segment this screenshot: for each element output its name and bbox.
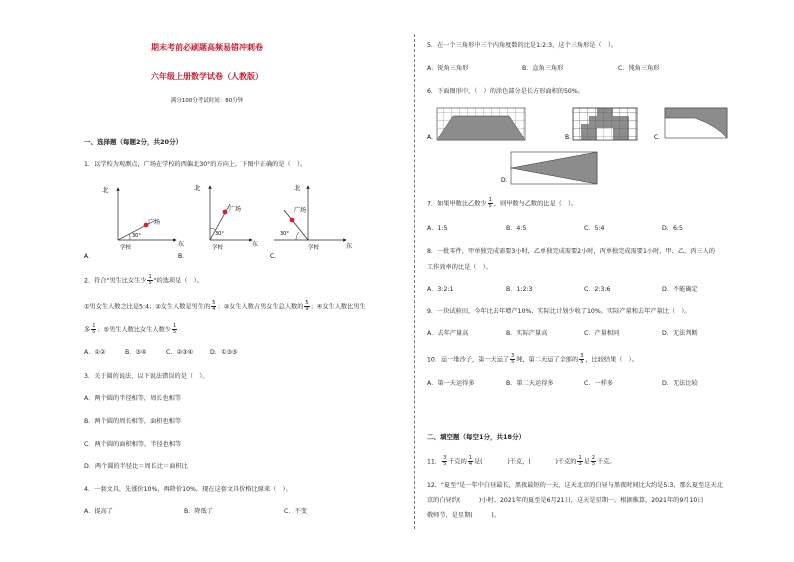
option-c-label: C． bbox=[654, 134, 665, 141]
east-label: 东 bbox=[252, 241, 259, 248]
exam-info: 满分100分考试时间：80分钟 bbox=[170, 98, 244, 104]
q9-option-a: A．去年产量高 bbox=[427, 330, 469, 337]
q10-option-c: C．一样多 bbox=[584, 380, 614, 387]
q8-option-d: D．不能确定 bbox=[662, 286, 698, 293]
option-b-label: B． bbox=[178, 253, 189, 260]
q5-option-b: B．直角三角形 bbox=[522, 65, 564, 72]
school-label: 学校 bbox=[212, 245, 224, 251]
q4-option-c: C．不变 bbox=[284, 508, 307, 515]
q3-option-a: A．两个圆的半径相等，周长也相等 bbox=[84, 395, 182, 402]
east-label: 东 bbox=[178, 241, 185, 248]
diagram-a bbox=[84, 185, 184, 260]
q4-option-b: B．降低了 bbox=[184, 508, 213, 515]
q6-figures bbox=[427, 104, 737, 186]
figure-b bbox=[565, 108, 637, 141]
q10-stem: 10．运一堆沙子，第一天运了 $\frac{3}{5}$ 吨，第二天运了全部的 $\frac{3}{5}$ ，比较结果（ ）。 bbox=[427, 353, 638, 365]
q10-option-b: B．第二天运得多 bbox=[506, 380, 554, 387]
q2-statements-line2: 多 $\frac{1}{5}$ ；⑤男生人数比女生人数少 $\frac{1}{5}$ bbox=[84, 323, 177, 335]
q7-stem: 7．如果甲数比乙数少 $\frac{1}{5}$ ，则甲数与乙数的比是（ ）。 bbox=[427, 197, 578, 209]
q12-line2: 京的白昼约( )小时。2021年的夏至是6月21日，这天是星期一。根据推算，2021年的9月10日 bbox=[427, 497, 704, 504]
section-1-title: 一、选择题（每题2分，共20分） bbox=[84, 138, 183, 146]
square-point bbox=[223, 210, 228, 215]
q5-stem: 5．在一个三角形中三个内角度数的比是1:2:3，这个三角形是（ ）。 bbox=[427, 42, 618, 49]
q8-stem-line2: 工作效率的比是（ ）。 bbox=[427, 264, 492, 271]
option-c-label: C． bbox=[270, 253, 281, 260]
q10-option-a: A．第一天运得多 bbox=[427, 380, 475, 387]
q9-option-c: C．产量相同 bbox=[584, 330, 620, 337]
diagram-c bbox=[270, 183, 352, 260]
q3-option-b: B．两个圆的周长相等，面积也相等 bbox=[84, 418, 182, 425]
angle-label: 30° bbox=[215, 231, 224, 237]
q1-stem: 1．以学校为观测点，广场在学校的西偏北30°的方向上，下图中正确的是（ ）。 bbox=[84, 161, 307, 168]
q12-line3: 敬师节，是星期( )。 bbox=[427, 512, 500, 519]
option-a-label: A． bbox=[427, 134, 438, 141]
option-b-label: B． bbox=[565, 134, 576, 141]
square-point bbox=[290, 218, 295, 223]
q2-option-b: B．③④ bbox=[125, 349, 147, 356]
q4-stem: 4．一套文具，先涨价10%，再降价10%，现在这套文具价格比原来（ ）。 bbox=[84, 486, 292, 493]
figure-c bbox=[654, 108, 727, 141]
square-label: 广场 bbox=[229, 206, 242, 213]
q9-option-b: B．实际产量高 bbox=[506, 330, 548, 337]
option-a-label: A． bbox=[84, 253, 95, 260]
east-label: 东 bbox=[346, 243, 353, 250]
q6-stem: 6．下面图形中，（ ）的涂色部分是长方形面积的50%。 bbox=[427, 88, 584, 95]
fraction: $\frac{1}{5}$ bbox=[148, 274, 152, 286]
q2-statements-line1: ①男女生人数之比是5:4；②女生人数是男生的 $\frac{5}{4}$ ；③女生人数占男女生总人数的 $\frac{5}{9}$ ；④女生人数比男生 bbox=[84, 300, 366, 312]
q2-option-a: A．①② bbox=[84, 349, 106, 356]
square-label: 广场 bbox=[294, 207, 307, 214]
exam-subtitle: 六年级上册数学试卷（人教版） bbox=[151, 72, 263, 81]
q8-stem-line1: 8．一批零件，甲单独完成需要3小时，乙单独完成需要2小时，丙单独完成需要1小时，甲、乙、丙三人的 bbox=[427, 248, 715, 255]
angle-label: 30° bbox=[280, 231, 289, 237]
q7-option-d: D．6:5 bbox=[662, 225, 683, 232]
q2-option-c: C．②③④ bbox=[166, 349, 194, 356]
q2-option-d: D．①③⑤ bbox=[210, 349, 238, 356]
q7-option-c: C．5:4 bbox=[584, 225, 605, 232]
north-label: 北 bbox=[194, 184, 201, 192]
q11-stem: 11． $\frac{3}{5}$ 千克的 $\frac{1}{4}$ 是( )千克，( )千克的 $\frac{1}{3}$ 是 $\frac{2}{5}$ 千克。 bbox=[427, 455, 616, 467]
q9-stem: 9．一块试验田，今年比去年增产10%，实际比计划少收了10%。实际产量和去年产量比（ ）。 bbox=[427, 308, 691, 315]
angle-label: 30° bbox=[132, 233, 141, 239]
q4-option-a: A．提高了 bbox=[84, 508, 113, 515]
q3-stem: 3．关于圆的说法，以下说法错误的是（ ）。 bbox=[84, 373, 209, 380]
north-label: 北 bbox=[102, 186, 109, 194]
q2-stem: 2．符合"男生比女生少 $\frac{1}{5}$ "的选项是（ ）。 bbox=[84, 274, 203, 286]
north-label: 北 bbox=[294, 184, 301, 192]
section-2-title: 二、填空题（每空1分，共18分） bbox=[427, 433, 526, 441]
school-label: 学校 bbox=[308, 245, 320, 251]
school-label: 学校 bbox=[120, 245, 132, 251]
q9-option-d: D．无法判断 bbox=[662, 330, 698, 337]
q12-line1: 12．"夏至"是一年中白昼最长，黑夜最短的一天，这天北京的白昼与黑夜时间比大约是5:3，那么夏至这天北 bbox=[427, 482, 723, 489]
q3-option-c: C．两个圆的面积相等，半径也相等 bbox=[84, 441, 182, 448]
square-label: 广场 bbox=[148, 219, 161, 226]
q7-option-a: A．1:5 bbox=[427, 225, 448, 232]
q3-option-d: D．两个圆的半径比＝周长比＝面积比 bbox=[84, 463, 188, 470]
diagram-b bbox=[178, 183, 258, 260]
q5-option-c: C．钝角三角形 bbox=[618, 65, 660, 72]
q8-option-c: C．2:3:6 bbox=[584, 286, 611, 293]
q8-option-a: A．3:2:1 bbox=[427, 286, 454, 293]
q1-diagrams bbox=[84, 180, 384, 260]
q7-option-b: B．4:5 bbox=[506, 225, 527, 232]
exam-title: 期末考前必刷题高频易错冲刺卷 bbox=[151, 43, 263, 52]
q5-option-a: A．锐角三角形 bbox=[427, 65, 469, 72]
q10-option-d: D．无法比较 bbox=[662, 380, 698, 387]
figure-d bbox=[501, 152, 597, 184]
figure-a bbox=[427, 108, 525, 141]
q8-option-b: B．1:2:3 bbox=[506, 286, 533, 293]
column-divider bbox=[414, 34, 415, 529]
option-d-label: D． bbox=[501, 177, 512, 184]
